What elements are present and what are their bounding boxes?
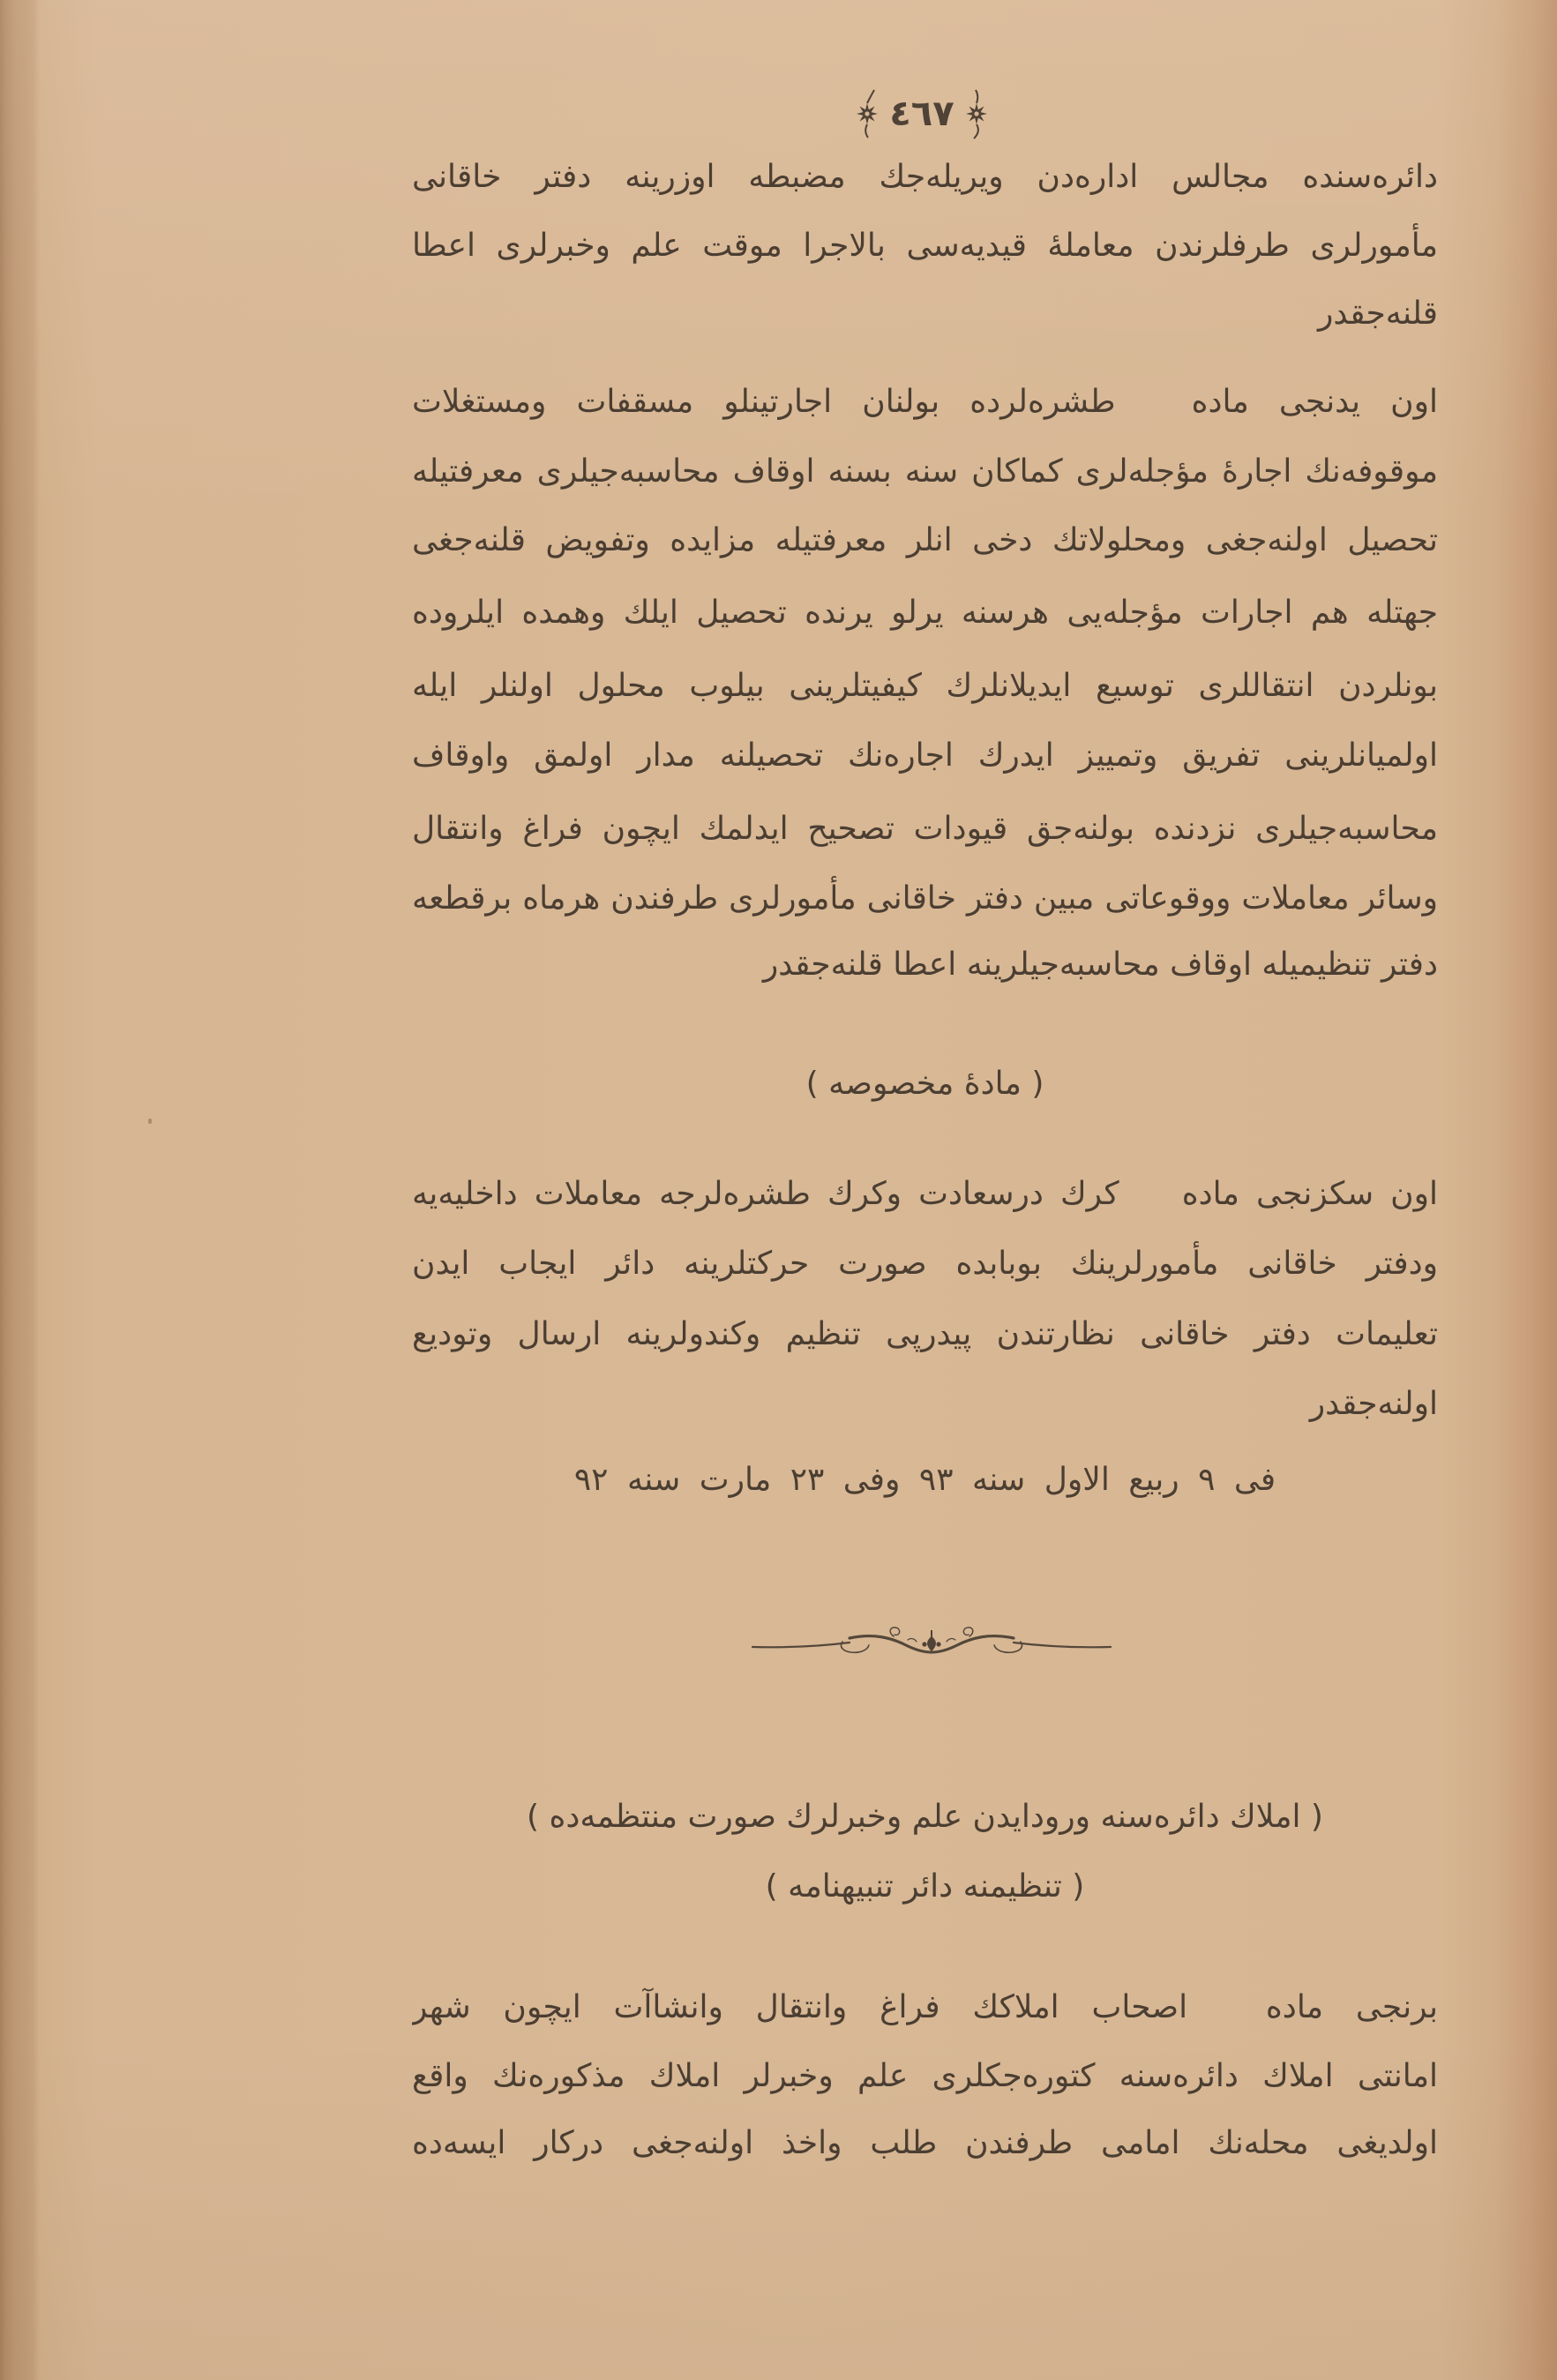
article-1-line <box>412 1980 1438 2036</box>
star-ornament-icon <box>854 88 880 139</box>
article-18-line: اولنه‌جقدر <box>1309 1386 1438 1422</box>
article-17-line: وسائر معاملات ووقوعاتی مبین دفتر خاقانی مأمورلری طرفندن هرماه برقطعه <box>412 880 1438 917</box>
divider-left-flourish <box>752 1628 932 1652</box>
article-1-line: اولدیغی محله‌نك امامی طرفندن طلب واخذ اولنه‌جغی درکار ایسه‌ده <box>412 2125 1438 2161</box>
ornamental-divider <box>751 1624 1112 1663</box>
article-17-line: بونلردن انتقاللری توسیع ایدیلانلرك کیفیتلرینی بیلوب محلول اولنلر ایله <box>412 668 1438 704</box>
continuation-line: دائره‌سنده مجالس اداره‌دن ویریله‌جك مضبطه اوزرینه دفتر خاقانی <box>412 159 1438 195</box>
document-title-line: ( تنظیمنه دائر تنبیهنامه ) <box>765 1868 1085 1905</box>
article-1-line: امانتی املاك دائره‌سنه کتوره‌جکلری علم وخبرلر املاك مذکوره‌نك واقع <box>412 2058 1438 2094</box>
article-17-line: جهتله هم اجارات مؤجله‌یی هرسنه یرلو یرنده تحصیل ایلك وهمده ایلروده <box>412 595 1438 631</box>
date-line: فی ٩ ربیع الاول سنه ٩٣ وفی ٢٣ مارت سنه ٩٢ <box>573 1462 1276 1498</box>
article-17-line <box>412 374 1438 430</box>
article-18-label: اون سکزنجی ماده <box>1181 1176 1438 1212</box>
continuation-line: قلنه‌جقدر <box>1317 296 1438 332</box>
star-ornament-icon <box>963 88 990 139</box>
article-1-label: برنجی ماده <box>1265 1989 1438 2025</box>
article-18-line <box>412 1166 1438 1223</box>
page-number-header <box>834 85 1010 143</box>
article-18-line: ودفتر خاقانی مأمورلرینك بوبابده صورت حرکتلرینه دائر ایجاب ایدن <box>412 1246 1438 1282</box>
continuation-line: مأمورلری طرفلرندن معاملهٔ قیدیه‌سی بالاجرا موقت علم وخبرلری اعطا <box>412 228 1438 264</box>
document-title-line: ( املاك دائره‌سنه ورودایدن علم وخبرلرك صورت منتظمه‌ده ) <box>527 1799 1323 1835</box>
article-17-line: محاسبه‌جیلری نزدنده بولنه‌جق قیودات تصحیح ایدلمك ایچون فراغ وانتقال <box>412 811 1438 847</box>
section-heading: ( مادهٔ مخصوصه ) <box>805 1066 1044 1102</box>
divider-center-fleuron-icon <box>922 1630 940 1651</box>
article-17-line: موقوفه‌نك اجارهٔ مؤجله‌لری کماکان سنه بسنه اوقاف محاسبه‌جیلری معرفتیله <box>412 453 1438 490</box>
article-17-line: اولمیانلرینی تفریق وتمییز ایدرك اجاره‌نك تحصیلنه مدار اولمق واوقاف <box>412 737 1438 774</box>
article-1-text: اصحاب املاكك فراغ وانتقال وانشاآت ایچون شهر <box>412 1989 1188 2025</box>
paper-speck <box>148 1119 152 1124</box>
article-18-line: تعلیمات دفتر خاقانی نظارتندن پیدرپی تنظیم وکندولرینه ارسال وتودیع <box>412 1316 1438 1352</box>
article-17-line: دفتر تنظیمیله اوقاف محاسبه‌جیلرینه اعطا قلنه‌جقدر <box>762 947 1438 983</box>
page-number: ٤٦٧ <box>889 94 954 134</box>
article-17-label: اون یدنجی ماده <box>1191 384 1438 420</box>
article-17-text: طشره‌لرده بولنان اجارتینلو مسقفات ومستغلات <box>412 384 1116 420</box>
article-18-text: کرك درسعادت وکرك طشره‌لرجه معاملات داخلیه‌یه <box>412 1176 1119 1212</box>
divider-right-flourish <box>932 1628 1111 1652</box>
article-17-line: تحصیل اولنه‌جغی ومحلولاتك دخی انلر معرفتیله مزایده وتفویض قلنه‌جغی <box>412 522 1438 558</box>
